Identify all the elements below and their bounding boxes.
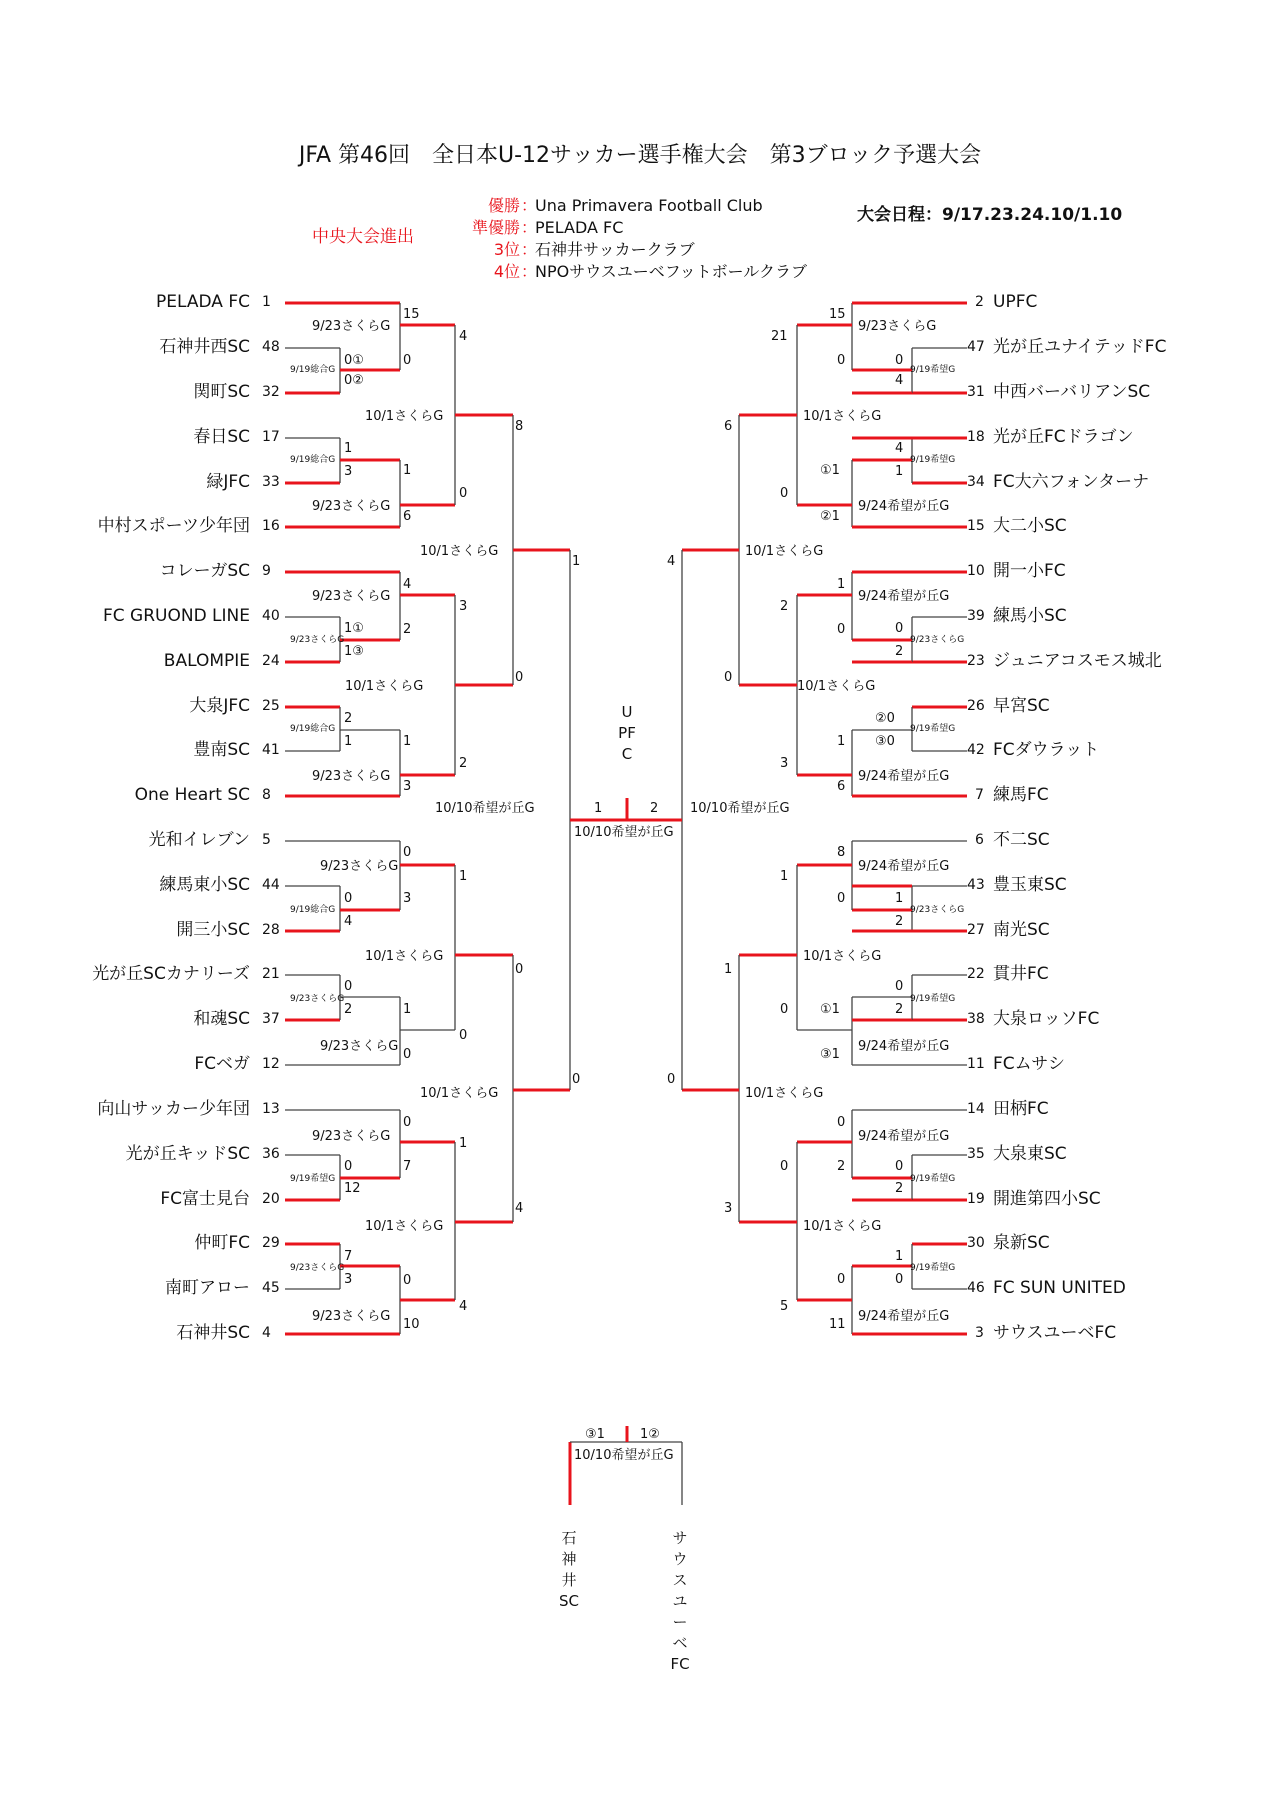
match-score: 6: [403, 509, 412, 524]
match-venue-label: 9/23さくらG: [858, 319, 937, 334]
match-score: 6: [837, 779, 846, 794]
final-score-right: 2: [650, 801, 659, 816]
match-venue-label: 9/23さくらG: [312, 1309, 391, 1324]
match-score: 0: [515, 962, 524, 977]
match-score: 1: [403, 463, 412, 478]
right-team-name: 練馬FC: [993, 785, 1049, 805]
match-score: 1: [403, 734, 412, 749]
match-score: 0: [837, 1272, 846, 1287]
match-score: 0: [895, 621, 904, 636]
right-team-seed: 11: [967, 1056, 985, 1072]
third-score-right: 1②: [640, 1427, 660, 1442]
match-venue-label: 9/23さくらG: [312, 499, 391, 514]
match-score: 2: [344, 1002, 353, 1017]
match-score: 0: [895, 979, 904, 994]
left-team-seed: 17: [262, 429, 280, 445]
left-team-name: 豊南SC: [193, 740, 250, 760]
rank-2-label: 準優勝: [471, 218, 520, 237]
match-venue-label: 10/1さくらG: [365, 949, 444, 964]
match-score: 3: [780, 756, 789, 771]
match-score: 4: [895, 441, 904, 456]
rank-2-team: PELADA FC: [535, 218, 624, 237]
left-team-name: 仲町FC: [194, 1233, 250, 1253]
match-venue-label: 9/19希望G: [910, 1174, 956, 1184]
match-score: 0: [403, 845, 412, 860]
right-team-name: 泉新SC: [993, 1233, 1050, 1253]
left-team-seed: 40: [262, 608, 280, 624]
right-team-seed: 47: [967, 339, 985, 355]
left-team-seed: 29: [262, 1235, 280, 1251]
match-venue-label: 10/1さくらG: [420, 1086, 499, 1101]
right-team-name: FCダウラット: [993, 740, 1100, 760]
match-score: ①1: [820, 1002, 840, 1017]
match-venue-label: 9/24希望が丘G: [858, 499, 950, 514]
match-venue-label: 9/23さくらG: [290, 1263, 345, 1273]
match-score: 4: [515, 1201, 524, 1216]
match-venue-label: 9/19希望G: [290, 1174, 336, 1184]
match-score: 0: [459, 1028, 468, 1043]
match-venue-label: 9/23さくらG: [312, 769, 391, 784]
left-team-seed: 33: [262, 474, 280, 490]
right-team-name: 田柄FC: [993, 1099, 1049, 1119]
match-score: 1: [572, 554, 581, 569]
match-score: 8: [515, 419, 524, 434]
match-score: 5: [780, 1299, 789, 1314]
left-team-name: 光が丘SCカナリーズ: [92, 964, 250, 984]
right-team-seed: 34: [967, 474, 985, 490]
match-score: 0: [403, 1115, 412, 1130]
right-team-seed: 22: [967, 966, 985, 982]
match-score: 2: [403, 622, 412, 637]
match-score: 1: [780, 869, 789, 884]
right-team-name: 開一小FC: [993, 561, 1066, 581]
match-venue-label: 9/19希望G: [910, 724, 956, 734]
left-team-seed: 41: [262, 742, 280, 758]
right-team-seed: 38: [967, 1011, 985, 1027]
match-score: 1: [403, 1002, 412, 1017]
third-team-left: 石神井SC: [559, 1529, 579, 1610]
right-team-name: FC大六フォンターナ: [993, 472, 1150, 492]
match-score: 0: [780, 1159, 789, 1174]
match-score: 0: [780, 1002, 789, 1017]
left-team-name: 中村スポーツ少年団: [97, 516, 250, 536]
left-team-name: FC GRUOND LINE: [102, 606, 250, 626]
right-team-seed: 3: [975, 1325, 984, 1341]
match-score: 1: [837, 577, 846, 592]
left-team-seed: 44: [262, 877, 280, 893]
match-venue-label: 10/1さくらG: [365, 409, 444, 424]
right-team-name: 中西バーバリアンSC: [993, 382, 1151, 402]
match-score: 0: [837, 622, 846, 637]
right-team-name: 不二SC: [993, 830, 1050, 850]
match-score: 2: [344, 711, 353, 726]
rank-4-label: 4位: [493, 262, 520, 281]
right-team-seed: 19: [967, 1191, 985, 1207]
page-title: JFA 第46回 全日本U-12サッカー選手権大会 第3ブロック予選大会: [298, 143, 982, 168]
match-venue-label: 9/24希望が丘G: [858, 859, 950, 874]
right-team-seed: 10: [967, 563, 985, 579]
match-venue-label: 10/1さくらG: [745, 1086, 824, 1101]
match-venue-label: 9/24希望が丘G: [858, 769, 950, 784]
match-venue-label: 10/1さくらG: [365, 1219, 444, 1234]
match-venue-label: 9/19総合G: [290, 724, 336, 734]
match-score: 2: [837, 1159, 846, 1174]
right-team-seed: 26: [967, 698, 985, 714]
rank-3-team: 石神井サッカークラブ: [535, 240, 695, 259]
match-score: 3: [344, 1272, 353, 1287]
match-score: 1: [459, 869, 468, 884]
match-score: 0: [515, 670, 524, 685]
left-team-seed: 12: [262, 1056, 280, 1072]
left-team-name: BALOMPIE: [163, 651, 250, 671]
left-team-name: 石神井SC: [176, 1323, 250, 1343]
match-score: 0: [837, 353, 846, 368]
left-team-seed: 1: [262, 294, 271, 310]
match-score: 1: [837, 734, 846, 749]
match-score: 0: [344, 1159, 353, 1174]
match-score: ③1: [820, 1047, 840, 1062]
left-team-seed: 9: [262, 563, 271, 579]
left-team-name: FCベガ: [194, 1054, 250, 1074]
rank-4-team: NPOサウスユーベフットボールクラブ: [535, 262, 807, 281]
match-score: 2: [895, 1181, 904, 1196]
right-team-seed: 35: [967, 1146, 985, 1162]
left-team-seed: 20: [262, 1191, 280, 1207]
right-team-seed: 46: [967, 1280, 985, 1296]
match-venue-label: 10/1さくらG: [745, 544, 824, 559]
right-team-name: FC SUN UNITED: [993, 1278, 1126, 1298]
left-team-name: 緑JFC: [206, 472, 250, 492]
left-team-name: コレーガSC: [159, 561, 250, 581]
match-score: ②0: [875, 711, 895, 726]
left-team-name: PELADA FC: [156, 292, 250, 312]
match-score: ①1: [820, 463, 840, 478]
match-score: 1: [344, 734, 353, 749]
match-score: 1①: [344, 621, 364, 636]
third-team-right: サウスユーベFC: [670, 1529, 690, 1673]
match-venue-label: 10/1さくらG: [803, 1219, 882, 1234]
left-team-name: 関町SC: [193, 382, 250, 402]
right-team-seed: 27: [967, 922, 985, 938]
match-venue-label: 9/23さくらG: [290, 994, 345, 1004]
right-team-name: サウスユーベFC: [993, 1323, 1117, 1343]
match-score: 1: [895, 464, 904, 479]
left-team-name: FC富士見台: [160, 1189, 250, 1209]
left-team-name: One Heart SC: [134, 785, 250, 805]
match-score: 11: [829, 1317, 846, 1332]
match-score: 3: [403, 779, 412, 794]
match-score: 2: [895, 914, 904, 929]
right-team-name: 貫井FC: [993, 964, 1049, 984]
right-team-seed: 42: [967, 742, 985, 758]
right-team-name: UPFC: [993, 292, 1038, 312]
left-team-name: 石神井西SC: [159, 337, 250, 357]
match-venue-label: 10/1さくらG: [803, 409, 882, 424]
match-score: 8: [837, 845, 846, 860]
right-team-seed: 39: [967, 608, 985, 624]
right-team-seed: 7: [975, 787, 984, 803]
match-score: 0: [667, 1072, 676, 1087]
left-team-seed: 28: [262, 922, 280, 938]
right-team-seed: 15: [967, 518, 985, 534]
match-score: 0: [895, 1272, 904, 1287]
match-score: 0: [837, 891, 846, 906]
match-venue-label: 9/24希望が丘G: [858, 1129, 950, 1144]
match-score: 7: [403, 1159, 412, 1174]
right-team-name: 練馬小SC: [993, 606, 1067, 626]
match-score: 0: [895, 1159, 904, 1174]
match-score: 7: [344, 1249, 353, 1264]
match-score: 0: [895, 353, 904, 368]
left-team-name: 向山サッカー少年団: [97, 1099, 250, 1119]
left-team-seed: 37: [262, 1011, 280, 1027]
match-score: 1: [344, 441, 353, 456]
right-team-name: ジュニアコスモス城北: [993, 651, 1162, 671]
left-team-name: 練馬東小SC: [159, 875, 250, 895]
match-score: 0: [459, 486, 468, 501]
match-score: 2: [895, 1002, 904, 1017]
match-score: 0: [724, 670, 733, 685]
right-team-name: 光が丘FCドラゴン: [993, 427, 1134, 447]
right-team-seed: 18: [967, 429, 985, 445]
right-team-name: 豊玉東SC: [993, 875, 1067, 895]
match-score: 0: [344, 979, 353, 994]
match-venue-label: 9/23さくらG: [320, 1039, 399, 1054]
match-score: 3: [403, 891, 412, 906]
right-team-name: 大二小SC: [993, 516, 1067, 536]
right-team-seed: 43: [967, 877, 985, 893]
match-venue-label: 9/23さくらG: [312, 589, 391, 604]
match-score: 0: [837, 1115, 846, 1130]
match-venue-label: 9/19総合G: [290, 455, 336, 465]
match-venue-label: 9/19希望G: [910, 365, 956, 375]
match-venue-label: 9/23さくらG: [910, 905, 965, 915]
match-score: 0: [403, 353, 412, 368]
right-team-seed: 2: [975, 294, 984, 310]
left-team-seed: 16: [262, 518, 280, 534]
left-team-seed: 4: [262, 1325, 271, 1341]
match-venue-label: 10/10希望が丘G: [435, 801, 535, 816]
match-score: 21: [771, 329, 788, 344]
match-score: 1③: [344, 644, 364, 659]
right-team-name: FCムサシ: [993, 1054, 1065, 1074]
match-score: ③0: [875, 734, 895, 749]
match-score: 4: [403, 577, 412, 592]
match-venue-label: 9/23さくらG: [312, 319, 391, 334]
right-team-seed: 6: [975, 832, 984, 848]
left-team-name: 光和イレブン: [148, 830, 250, 850]
match-score: 0: [780, 486, 789, 501]
match-score: 1: [724, 962, 733, 977]
match-score: 4: [667, 554, 676, 569]
right-team-name: 大泉ロッソFC: [993, 1009, 1100, 1029]
right-team-name: 早宮SC: [993, 696, 1050, 716]
left-team-seed: 5: [262, 832, 271, 848]
match-score: 0: [344, 891, 353, 906]
match-venue-label: 9/19総合G: [290, 905, 336, 915]
match-score: 0: [403, 1047, 412, 1062]
left-team-seed: 21: [262, 966, 280, 982]
left-team-seed: 32: [262, 384, 280, 400]
match-venue-label: 9/19希望G: [910, 455, 956, 465]
match-score: 2: [459, 756, 468, 771]
rank-1-team: Una Primavera Football Club: [535, 196, 763, 215]
match-score: 4: [895, 373, 904, 388]
match-score: 4: [459, 329, 468, 344]
match-venue-label: 9/24希望が丘G: [858, 1039, 950, 1054]
match-venue-label: 9/19希望G: [910, 1263, 956, 1273]
match-score: 4: [459, 1299, 468, 1314]
match-score: 1: [895, 891, 904, 906]
left-team-name: 大泉JFC: [189, 696, 250, 716]
left-team-name: 光が丘キッドSC: [125, 1144, 250, 1164]
right-team-name: 大泉東SC: [993, 1144, 1067, 1164]
match-score: 15: [829, 307, 846, 322]
match-score: 3: [344, 464, 353, 479]
left-team-seed: 13: [262, 1101, 280, 1117]
schedule-label: 大会日程：9/17.23.24.10/1.10: [857, 205, 1123, 225]
final-winner-vertical: UPFC: [618, 703, 636, 763]
match-score: 10: [403, 1317, 420, 1332]
left-team-seed: 25: [262, 698, 280, 714]
left-team-seed: 36: [262, 1146, 280, 1162]
match-score: 0: [403, 1273, 412, 1288]
tournament-bracket-sheet: JFA 第46回 全日本U-12サッカー選手権大会 第3ブロック予選大会 中央大会進出 優勝 ： Una Primavera Football Club 準優勝 ： PELADA FC 3位 ： 石神井サッカークラブ 4位 ： NPOサウスユーベフットボールクラブ 大会日程：9/17.23.24.10/1.10 PELADA FC 1 石神井西SC 48 関町SC 32 春日SC 17 緑JFC 33 中村スポーツ少年団 16 コレーガSC 9 FC GRUOND LINE 40 BALOMPIE 24 大泉JFC 25 豊南SC 41 One Heart SC 8 光和イレブン 5 練馬東小SC 44 開三小SC 28 光が丘SCカナリーズ 21 和魂SC 37 FCベガ 12 向山サッカー少年団 13 光が丘キッドSC 36 FC富士見台 20 仲町FC 29 南町アロー 45 石神井SC 4 2 UPFC 47 光が丘ユナイテッドFC 31 中西バーバリアンSC 18 光が丘FCドラゴン 34 FC大六フォンターナ 15 大二小SC 10 開一小FC 39 練馬小SC 23 ジュニアコスモス城北 26 早宮SC 42 FCダウラット 7 練馬FC 6 不二SC 43 豊玉東SC 27 南光SC 22 貫井FC 38 大泉ロッソFC 11 FCムサシ 14 田柄FC 35 大泉東SC 19 開進第四小SC 30 泉新SC 46 FC SUN UNITED 3 サウスユーベFC 9/23さくらG 9/19総合G 10/1さくらG 9/19総合G 9/23さくらG 10/1さくらG 9/23さくらG 9/23さくらG 10/1さくらG 9/19総合G 9/23さくらG 10/10希望が丘G 9/23さくらG 9/19総合G 10/1さくらG 9/23さくらG 9/23さくらG 10/1さくらG 9/23さくらG 9/19希望G 10/1さくらG 9/23さくらG 9/23さくらG 9/23さくらG 9/19希望G 10/1さくらG 9/19希望G 9/24希望が丘G 10/1さくらG 9/24希望が丘G 9/23さくらG 10/1さくらG 9/19希望G 9/24希望が丘G 10/10希望が丘G 9/24希望が丘G 9/23さくらG 10/1さくらG 9/19希望G 9/24希望が丘G 10/1さくらG 9/24希望が丘G 9/19希望G 10/1さくらG 9/19希望G 9/24希望が丘G 15 0① 0② 0 4 1 3 1 6 0 8 4 1① 1③ 2 3 2 1 1 3 2 0 1 0 0 4 3 1 0 2 1 0 0 0 0 0 12 7 1 7 3 0 10 4 4 0 15 21 0 0 4 6 4 ①1 1 0 ②1 4 1 2 0 0 2 0 ②0 ③0 1 3 6 8 1 0 1 2 1 0 ①1 2 0 ③1 0 0 2 0 2 3 0 1 0 0 5 11 UPFC 1 2 10/10希望が丘G ③1 1② 10/10希望が丘G 石神井SC サウスユーベFC: [0, 0, 1280, 1811]
central-advance-label: 中央大会進出: [312, 227, 414, 247]
right-team-seed: 14: [967, 1101, 985, 1117]
match-venue-label: 9/19希望G: [910, 994, 956, 1004]
match-score: 0②: [344, 373, 364, 388]
match-venue-label: 9/23さくらG: [290, 635, 345, 645]
match-venue-label: 10/1さくらG: [420, 544, 499, 559]
match-score: 6: [724, 419, 733, 434]
right-team-name: 光が丘ユナイテッドFC: [993, 337, 1167, 357]
left-team-name: 春日SC: [193, 427, 250, 447]
match-venue-label: 10/1さくらG: [345, 679, 424, 694]
match-score: 0①: [344, 353, 364, 368]
match-score: 3: [459, 599, 468, 614]
left-team-name: 南町アロー: [165, 1278, 250, 1298]
match-venue-label: 9/23さくらG: [910, 635, 965, 645]
right-team-seed: 31: [967, 384, 985, 400]
match-score: 2: [895, 644, 904, 659]
rank-1-label: 優勝: [487, 196, 520, 215]
match-venue-label: 9/23さくらG: [312, 1129, 391, 1144]
left-team-name: 和魂SC: [193, 1009, 250, 1029]
match-venue-label: 10/10希望が丘G: [690, 801, 790, 816]
match-score: 1: [459, 1136, 468, 1151]
match-venue-label: 9/19総合G: [290, 365, 336, 375]
right-team-seed: 30: [967, 1235, 985, 1251]
match-venue-label: 10/1さくらG: [803, 949, 882, 964]
final-score-left: 1: [594, 801, 603, 816]
third-venue: 10/10希望が丘G: [574, 1448, 674, 1463]
right-team-seed: 23: [967, 653, 985, 669]
match-score: 2: [780, 599, 789, 614]
match-score: 4: [344, 914, 353, 929]
match-venue-label: 9/24希望が丘G: [858, 589, 950, 604]
match-score: 15: [403, 307, 420, 322]
rank-3-label: 3位: [493, 240, 520, 259]
match-score: ②1: [820, 509, 840, 524]
match-venue-label: 10/1さくらG: [797, 679, 876, 694]
match-score: 3: [724, 1201, 733, 1216]
match-score: 1: [895, 1249, 904, 1264]
left-team-seed: 8: [262, 787, 271, 803]
final-venue: 10/10希望が丘G: [574, 825, 674, 840]
right-team-name: 開進第四小SC: [993, 1189, 1101, 1209]
left-team-seed: 48: [262, 339, 280, 355]
third-score-left: ③1: [585, 1427, 605, 1442]
left-team-seed: 24: [262, 653, 280, 669]
right-team-name: 南光SC: [993, 920, 1050, 940]
match-venue-label: 9/24希望が丘G: [858, 1309, 950, 1324]
left-team-name: 開三小SC: [176, 920, 250, 940]
match-score: 0: [572, 1072, 581, 1087]
match-score: 12: [344, 1181, 361, 1196]
left-team-seed: 45: [262, 1280, 280, 1296]
match-venue-label: 9/23さくらG: [320, 859, 399, 874]
